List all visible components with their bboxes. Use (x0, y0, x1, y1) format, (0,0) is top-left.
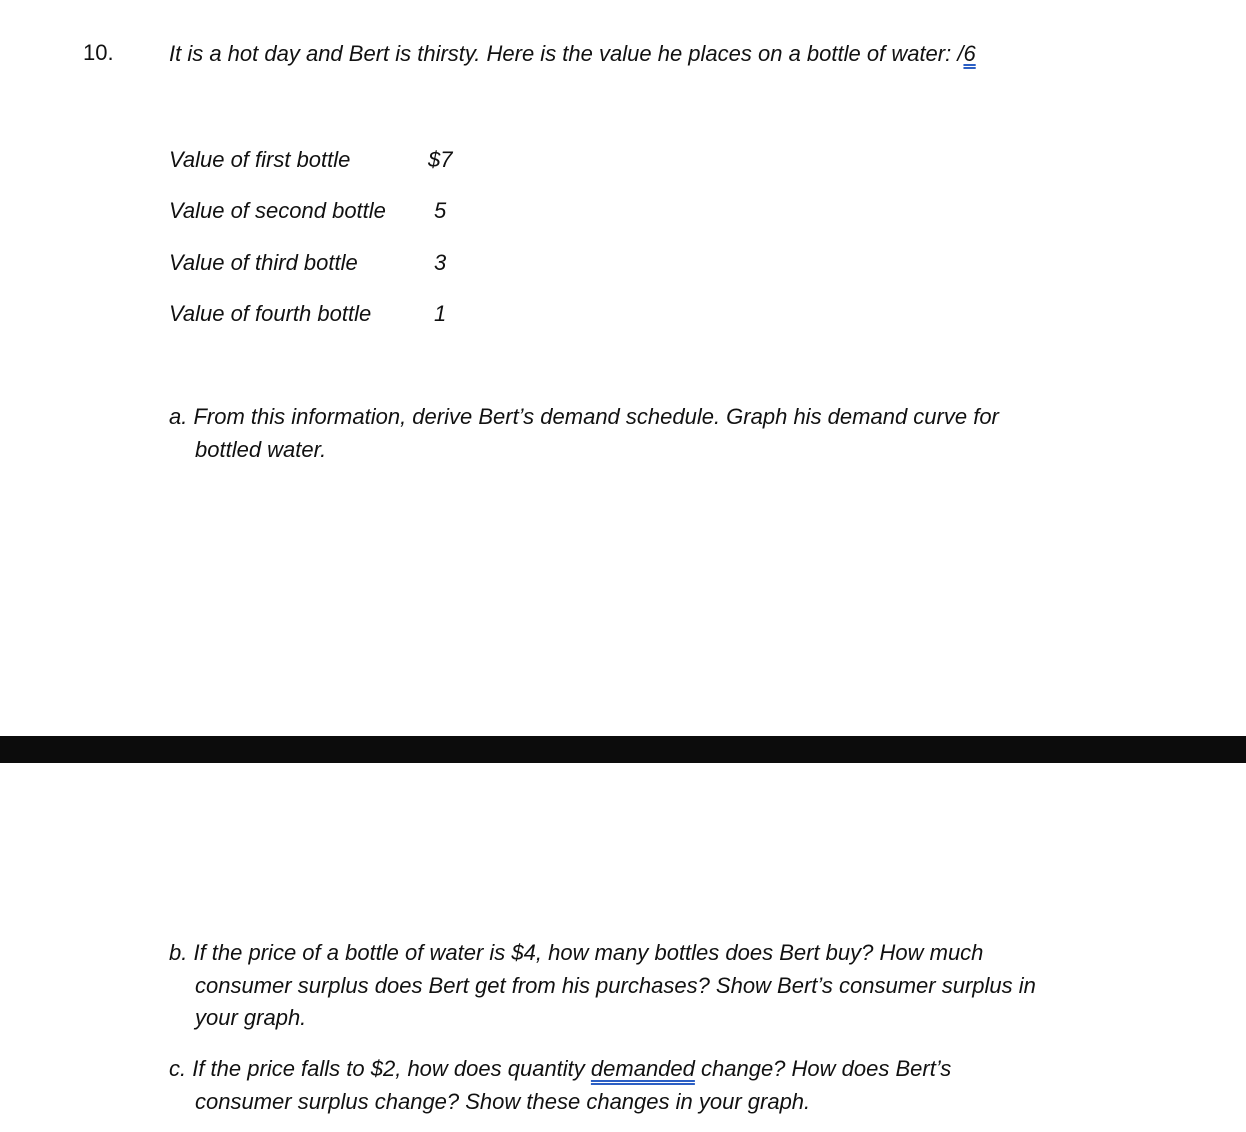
section-divider (0, 736, 1246, 763)
part-a-line1: a. From this information, derive Bert’s demand schedule. Graph his demand curve for (169, 404, 999, 429)
question-marks: 6 (963, 41, 976, 66)
question-intro-text: It is a hot day and Bert is thirsty. Here is the value he places on a bottle of water: / (169, 41, 964, 66)
part-b-line2: consumer surplus does Bert get from his purchases? Show Bert’s consumer surplus in (195, 972, 1036, 998)
part-c-line2: consumer surplus change? Show these changes in your graph. (195, 1088, 811, 1114)
value-amount-second: 5 (434, 198, 447, 223)
part-c-line1-pre: c. If the price falls to $2, how does quantity (169, 1056, 591, 1081)
value-amount-first: $7 (428, 147, 453, 172)
value-amount-fourth: 1 (434, 301, 447, 326)
part-c-line1-post: change? How does Bert’s (694, 1056, 952, 1081)
part-b (169, 937, 1129, 1035)
value-label-fourth: Value of fourth bottle (169, 301, 372, 326)
value-label-second: Value of second bottle (169, 198, 386, 223)
value-label-third: Value of third bottle (169, 250, 358, 275)
question-number: 10. (83, 40, 114, 65)
part-c-demanded-word: demanded (590, 1056, 695, 1081)
part-b-line3: your graph. (195, 1005, 307, 1030)
question-intro (169, 40, 976, 68)
part-a-line2: bottled water. (195, 436, 327, 462)
part-a (169, 401, 1129, 466)
part-c (169, 1053, 1129, 1118)
part-c-line1 (169, 1056, 951, 1081)
value-amount-third: 3 (434, 250, 447, 275)
part-b-line1: b. If the price of a bottle of water is $4, how many bottles does Bert buy? How much (169, 940, 984, 965)
value-label-first: Value of first bottle (169, 147, 351, 172)
